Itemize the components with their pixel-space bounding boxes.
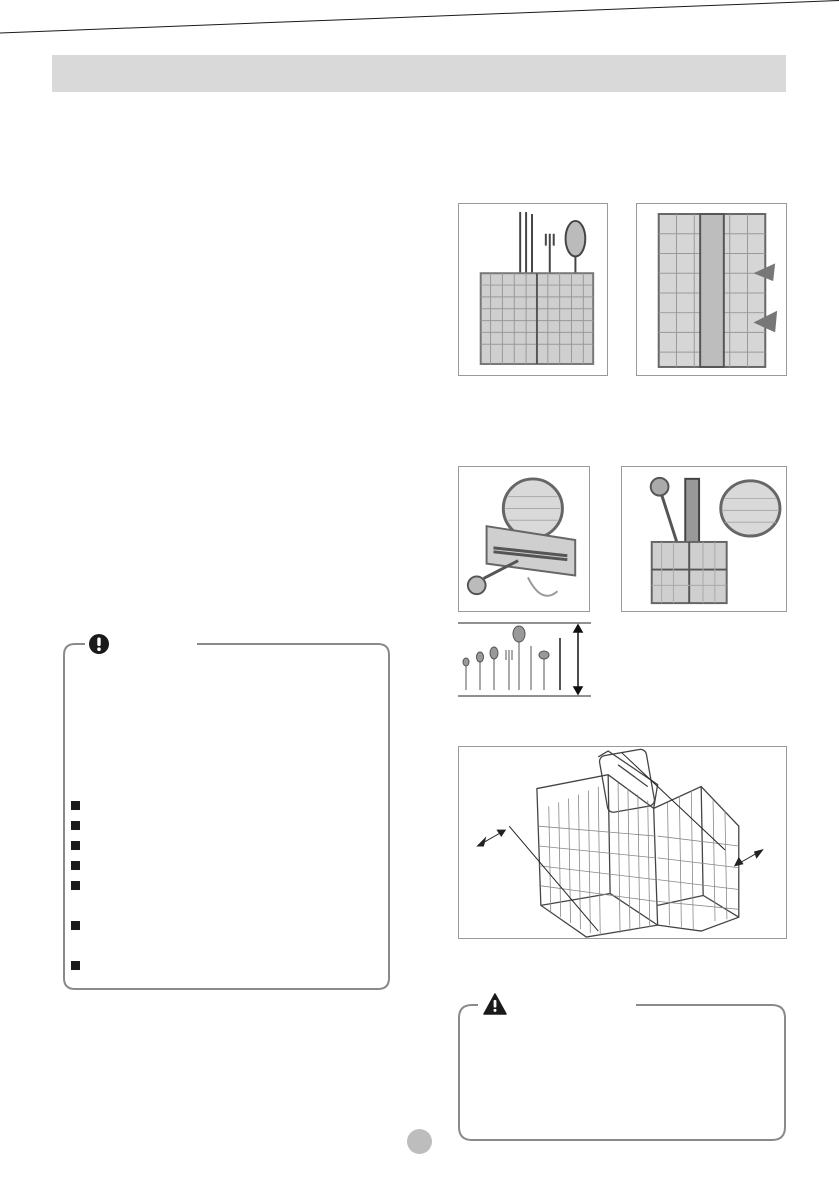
square-bullet-icon bbox=[71, 961, 80, 970]
list-item bbox=[71, 795, 80, 815]
diagram-cutlery-basket-separation bbox=[458, 746, 787, 939]
photo-cutlery-basket-top-view bbox=[636, 203, 787, 376]
list-item bbox=[71, 835, 80, 855]
square-bullet-icon bbox=[71, 881, 80, 890]
top-rule bbox=[0, 0, 839, 34]
page-number bbox=[407, 1129, 432, 1154]
note-bullet-list bbox=[71, 795, 80, 975]
square-bullet-icon bbox=[71, 921, 80, 930]
photo-basket-with-sieve bbox=[458, 466, 590, 612]
exclamation-circle-icon bbox=[88, 633, 110, 655]
list-item bbox=[71, 855, 80, 875]
warning-triangle-icon bbox=[483, 993, 507, 1015]
square-bullet-icon bbox=[71, 821, 80, 830]
warning-box bbox=[458, 1004, 786, 1141]
square-bullet-icon bbox=[71, 801, 80, 810]
list-item bbox=[71, 815, 80, 835]
list-item bbox=[71, 955, 80, 975]
photo-cutlery-basket-loaded bbox=[458, 203, 608, 376]
square-bullet-icon bbox=[71, 841, 80, 850]
list-item bbox=[71, 915, 80, 955]
cutlery-height-diagram bbox=[458, 622, 591, 698]
list-item bbox=[71, 875, 80, 915]
square-bullet-icon bbox=[71, 861, 80, 870]
warning-box-frame bbox=[458, 1004, 786, 1141]
note-box bbox=[63, 643, 390, 990]
note-box-frame bbox=[63, 643, 390, 990]
photo-basket-with-ladle bbox=[621, 466, 787, 612]
header-bar bbox=[52, 55, 786, 92]
